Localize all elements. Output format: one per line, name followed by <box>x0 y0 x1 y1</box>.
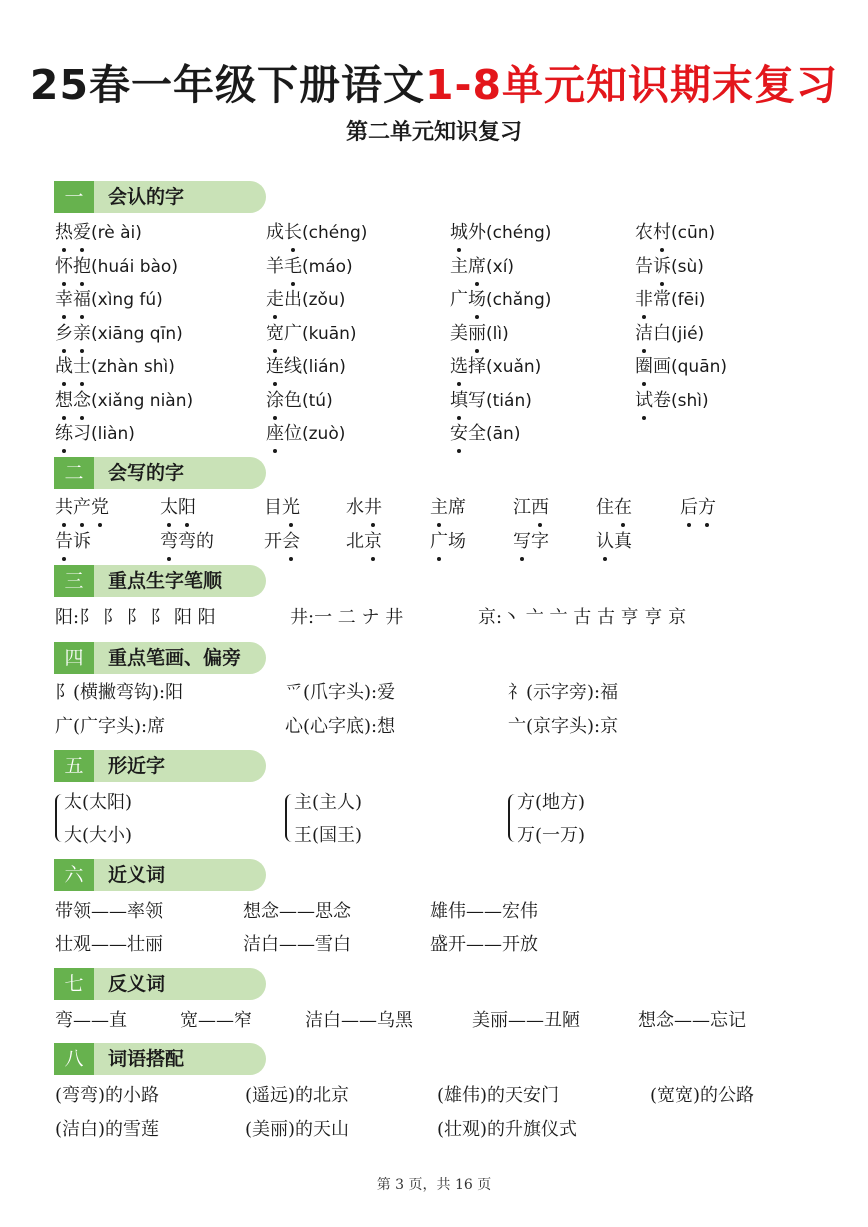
vocab-word: 非常 <box>635 289 671 310</box>
write-word: 写字 <box>513 531 549 552</box>
radical-item <box>508 714 618 740</box>
vocab-word: 连线 <box>266 356 302 377</box>
vocab-pinyin: (chéng) <box>302 223 368 243</box>
vocab-item <box>266 287 345 313</box>
brace-icon <box>508 794 517 842</box>
vocab-word: 填写 <box>450 390 486 411</box>
vocab-row <box>0 287 868 317</box>
section-number: 五 <box>54 750 94 782</box>
write-word: 共产党 <box>55 497 109 518</box>
radical-separator: : <box>141 716 148 737</box>
vocab-pinyin: (shì) <box>671 390 709 411</box>
radical-glyph: 亠 <box>508 716 526 737</box>
section-title: 近义词 <box>108 864 166 886</box>
section-number: 七 <box>54 968 94 1000</box>
section-title: 形近字 <box>108 755 166 777</box>
vocab-word: 走出 <box>266 289 302 310</box>
section-number: 二 <box>54 457 94 489</box>
vocab-item <box>450 254 514 280</box>
section-number: 三 <box>54 565 94 597</box>
vocab-word: 热爱 <box>55 222 91 243</box>
vocab-item <box>55 421 135 447</box>
synonym-pair: 带领——率领 <box>55 901 163 922</box>
radical-name: (爪字头) <box>303 682 372 703</box>
vocab-word: 广场 <box>450 289 486 310</box>
radical-example: 阳 <box>165 682 184 703</box>
write-item <box>513 529 549 555</box>
vocab-row <box>0 321 868 351</box>
brace-icon <box>55 794 64 842</box>
section-header <box>54 457 266 489</box>
vocab-pinyin: (quān) <box>671 357 728 377</box>
write-item <box>160 529 214 555</box>
section-number: 六 <box>54 859 94 891</box>
radical-glyph: 阝 <box>55 682 73 703</box>
section-header <box>54 968 266 1000</box>
vocab-word: 怀抱 <box>55 256 91 277</box>
page-title-main: 25春一年级下册语文 <box>29 61 425 109</box>
vocab-item <box>450 421 520 447</box>
write-item <box>430 529 466 555</box>
write-item <box>680 495 716 521</box>
radical-row <box>0 714 868 744</box>
vocab-word: 宽广 <box>266 323 302 344</box>
radical-example: 席 <box>147 716 166 737</box>
vocab-pinyin: (jié) <box>671 323 705 344</box>
stroke-order-item <box>290 605 403 631</box>
write-item <box>430 495 466 521</box>
vocab-row <box>0 220 868 250</box>
vocab-word: 涂色 <box>266 390 302 411</box>
section-title: 词语搭配 <box>108 1048 185 1070</box>
write-word: 住在 <box>596 497 632 518</box>
synonym-pair: 想念——思念 <box>243 901 351 922</box>
collocation-item: (弯弯)的小路 <box>55 1085 160 1106</box>
radical-example: 爱 <box>377 682 396 703</box>
synonym-pair: 盛开——开放 <box>430 934 538 955</box>
antonym-pair: 美丽——丑陋 <box>472 1010 580 1031</box>
vocab-pinyin: (sù) <box>671 256 704 277</box>
vocab-item <box>635 287 705 313</box>
write-word: 水井 <box>346 497 382 518</box>
vocab-item <box>55 287 163 313</box>
vocab-pinyin: (lì) <box>486 323 509 344</box>
vocab-word: 安全 <box>450 423 486 444</box>
vocab-pinyin: (cūn) <box>671 223 716 243</box>
vocab-item <box>450 321 509 347</box>
vocab-word: 农村 <box>635 222 671 243</box>
vocab-pinyin: (xuǎn) <box>486 357 542 377</box>
vocab-pinyin: (tú) <box>302 390 333 411</box>
section-title: 重点笔画、偏旁 <box>108 647 242 669</box>
page-footer: 第 3 页，共 16 页 <box>376 1177 492 1193</box>
write-item <box>160 495 196 521</box>
write-word: 认真 <box>596 531 632 552</box>
antonym-pair: 弯——直 <box>55 1010 127 1031</box>
stroke-char: 京 <box>478 607 496 628</box>
write-word: 目光 <box>264 497 300 518</box>
vocab-pinyin: (xìng fú) <box>91 290 163 310</box>
vocab-word: 想念 <box>55 390 91 411</box>
vocab-pinyin: (liàn) <box>91 424 135 444</box>
vocab-item <box>55 321 183 347</box>
radical-glyph: 爫 <box>285 682 303 703</box>
similar-char-item: 主(主人) <box>294 792 363 813</box>
vocab-item <box>635 388 709 414</box>
similar-char-item: 王(国王) <box>294 825 363 846</box>
vocab-pinyin: (zǒu) <box>302 290 346 310</box>
section-header <box>54 859 266 891</box>
collocation-item: (洁白)的雪莲 <box>55 1119 160 1140</box>
section-header <box>54 565 266 597</box>
section-number: 八 <box>54 1043 94 1075</box>
radical-glyph: 心 <box>285 716 303 737</box>
synonym-pair: 壮观——壮丽 <box>55 934 163 955</box>
similar-char-item: 大(大小) <box>64 825 133 846</box>
similar-char-item: 太(太阳) <box>64 792 133 813</box>
vocab-item <box>450 354 541 380</box>
radical-glyph: 广 <box>55 716 73 737</box>
vocab-row <box>0 254 868 284</box>
page-title-highlight: 1-8单元知识期末复习 <box>424 61 839 109</box>
write-row <box>0 495 868 525</box>
section-header <box>54 181 266 213</box>
radical-item <box>508 680 618 706</box>
radical-name: (示字旁) <box>526 682 595 703</box>
vocab-item <box>266 388 333 414</box>
stroke-separator: : <box>496 607 503 628</box>
vocab-word: 练习 <box>55 423 91 444</box>
vocab-pinyin: (ān) <box>486 424 521 444</box>
vocab-item <box>450 287 551 313</box>
vocab-item <box>266 421 345 447</box>
vocab-row <box>0 354 868 384</box>
section-title: 会写的字 <box>108 462 185 484</box>
write-row <box>0 529 868 559</box>
vocab-word: 美丽 <box>450 323 486 344</box>
vocab-item <box>450 388 532 414</box>
synonym-pair: 洁白——雪白 <box>243 934 351 955</box>
vocab-pinyin: (fēi) <box>671 290 706 310</box>
vocab-word: 主席 <box>450 256 486 277</box>
radical-example: 福 <box>600 682 619 703</box>
write-word: 广场 <box>430 531 466 552</box>
vocab-word: 战士 <box>55 356 91 377</box>
write-word: 江西 <box>513 497 549 518</box>
stroke-sequence: 阝 阝 阝 阝 阳 阳 <box>79 607 216 628</box>
write-item <box>264 529 300 555</box>
radical-name: (心字底) <box>303 716 372 737</box>
section-number: 四 <box>54 642 94 674</box>
vocab-item <box>635 254 704 280</box>
write-word: 太阳 <box>160 497 196 518</box>
stroke-separator: : <box>308 607 315 628</box>
radical-name: (广字头) <box>73 716 142 737</box>
collocation-item: (壮观)的升旗仪式 <box>437 1119 578 1140</box>
stroke-separator: : <box>73 607 80 628</box>
vocab-item <box>266 354 346 380</box>
write-item <box>55 495 109 521</box>
vocab-word: 圈画 <box>635 356 671 377</box>
vocab-word: 成长 <box>266 222 302 243</box>
radical-separator: : <box>594 682 601 703</box>
vocab-word: 乡亲 <box>55 323 91 344</box>
vocab-word: 洁白 <box>635 323 671 344</box>
vocab-pinyin: (rè ài) <box>91 223 142 243</box>
vocab-word: 城外 <box>450 222 486 243</box>
write-item <box>513 495 549 521</box>
write-word: 主席 <box>430 497 466 518</box>
vocab-pinyin: (máo) <box>302 256 353 277</box>
write-word: 告诉 <box>55 531 91 552</box>
vocab-pinyin: (chǎng) <box>486 290 552 310</box>
section-header <box>54 642 266 674</box>
vocab-pinyin: (xiāng qīn) <box>91 323 183 344</box>
radical-name: (京字头) <box>526 716 595 737</box>
radical-item <box>285 714 395 740</box>
vocab-item <box>55 220 142 246</box>
radical-item <box>55 714 165 740</box>
radical-example: 京 <box>600 716 619 737</box>
section-title: 重点生字笔顺 <box>108 570 223 592</box>
synonym-pair: 雄伟——宏伟 <box>430 901 538 922</box>
page-subtitle: 第二单元知识复习 <box>345 120 522 145</box>
vocab-item <box>55 388 193 414</box>
vocab-pinyin: (huái bào) <box>91 256 178 277</box>
radical-row <box>0 680 868 710</box>
stroke-order-row <box>0 605 868 635</box>
vocab-item <box>266 321 357 347</box>
radical-separator: : <box>594 716 601 737</box>
vocab-pinyin: (kuān) <box>302 323 357 344</box>
radical-separator: : <box>159 682 166 703</box>
antonym-pair: 想念——忘记 <box>638 1010 746 1031</box>
write-item <box>346 529 382 555</box>
stroke-char: 阳 <box>55 607 73 628</box>
radical-glyph: 礻 <box>508 682 526 703</box>
vocab-item <box>55 254 178 280</box>
similar-char-item: 万(一万) <box>517 825 586 846</box>
vocab-pinyin: (xiǎng niàn) <box>91 390 194 411</box>
stroke-sequence: 一 二 ナ 井 <box>314 607 404 628</box>
stroke-char: 井 <box>290 607 308 628</box>
stroke-sequence: 丶 亠 亠 古 古 亨 亨 京 <box>502 607 687 628</box>
vocab-row <box>0 388 868 418</box>
vocab-pinyin: (zuò) <box>302 424 346 444</box>
brace-icon <box>285 794 294 842</box>
write-word: 后方 <box>680 497 716 518</box>
section-header <box>54 1043 266 1075</box>
collocation-item: (遥远)的北京 <box>245 1085 350 1106</box>
section-title: 反义词 <box>108 973 166 995</box>
radical-separator: : <box>371 682 378 703</box>
stroke-order-item <box>55 605 216 631</box>
vocab-pinyin: (xí) <box>486 256 515 277</box>
write-word: 开会 <box>264 531 300 552</box>
write-item <box>596 529 632 555</box>
collocation-item: (美丽)的天山 <box>245 1119 350 1140</box>
write-word: 弯弯的 <box>160 531 214 552</box>
radical-item <box>55 680 183 706</box>
vocab-item <box>266 220 367 246</box>
radical-example: 想 <box>377 716 396 737</box>
vocab-pinyin: (zhàn shì) <box>91 357 175 377</box>
write-item <box>596 495 632 521</box>
vocab-row <box>0 421 868 451</box>
write-item <box>264 495 300 521</box>
vocab-item <box>266 254 353 280</box>
radical-item <box>285 680 395 706</box>
antonym-pair: 洁白——乌黑 <box>305 1010 413 1031</box>
page-title <box>0 52 868 111</box>
vocab-word: 羊毛 <box>266 256 302 277</box>
vocab-word: 试卷 <box>635 390 671 411</box>
write-item <box>55 529 91 555</box>
write-item <box>346 495 382 521</box>
vocab-word: 告诉 <box>635 256 671 277</box>
collocation-item: (雄伟)的天安门 <box>437 1085 560 1106</box>
write-word: 北京 <box>346 531 382 552</box>
similar-char-item: 方(地方) <box>517 792 586 813</box>
vocab-item <box>450 220 551 246</box>
vocab-word: 座位 <box>266 423 302 444</box>
vocab-word: 选择 <box>450 356 486 377</box>
radical-separator: : <box>371 716 378 737</box>
vocab-pinyin: (tián) <box>486 390 532 411</box>
radical-name: (横撇弯钩) <box>73 682 160 703</box>
vocab-word: 幸福 <box>55 289 91 310</box>
section-title: 会认的字 <box>108 186 185 208</box>
vocab-pinyin: (chéng) <box>486 223 552 243</box>
vocab-item <box>635 220 715 246</box>
vocab-pinyin: (lián) <box>302 357 346 377</box>
collocation-item: (宽宽)的公路 <box>650 1085 755 1106</box>
vocab-item <box>635 321 704 347</box>
section-number: 一 <box>54 181 94 213</box>
vocab-item <box>635 354 727 380</box>
section-header <box>54 750 266 782</box>
antonym-pair: 宽——窄 <box>180 1010 252 1031</box>
vocab-item <box>55 354 175 380</box>
stroke-order-item <box>478 605 686 631</box>
